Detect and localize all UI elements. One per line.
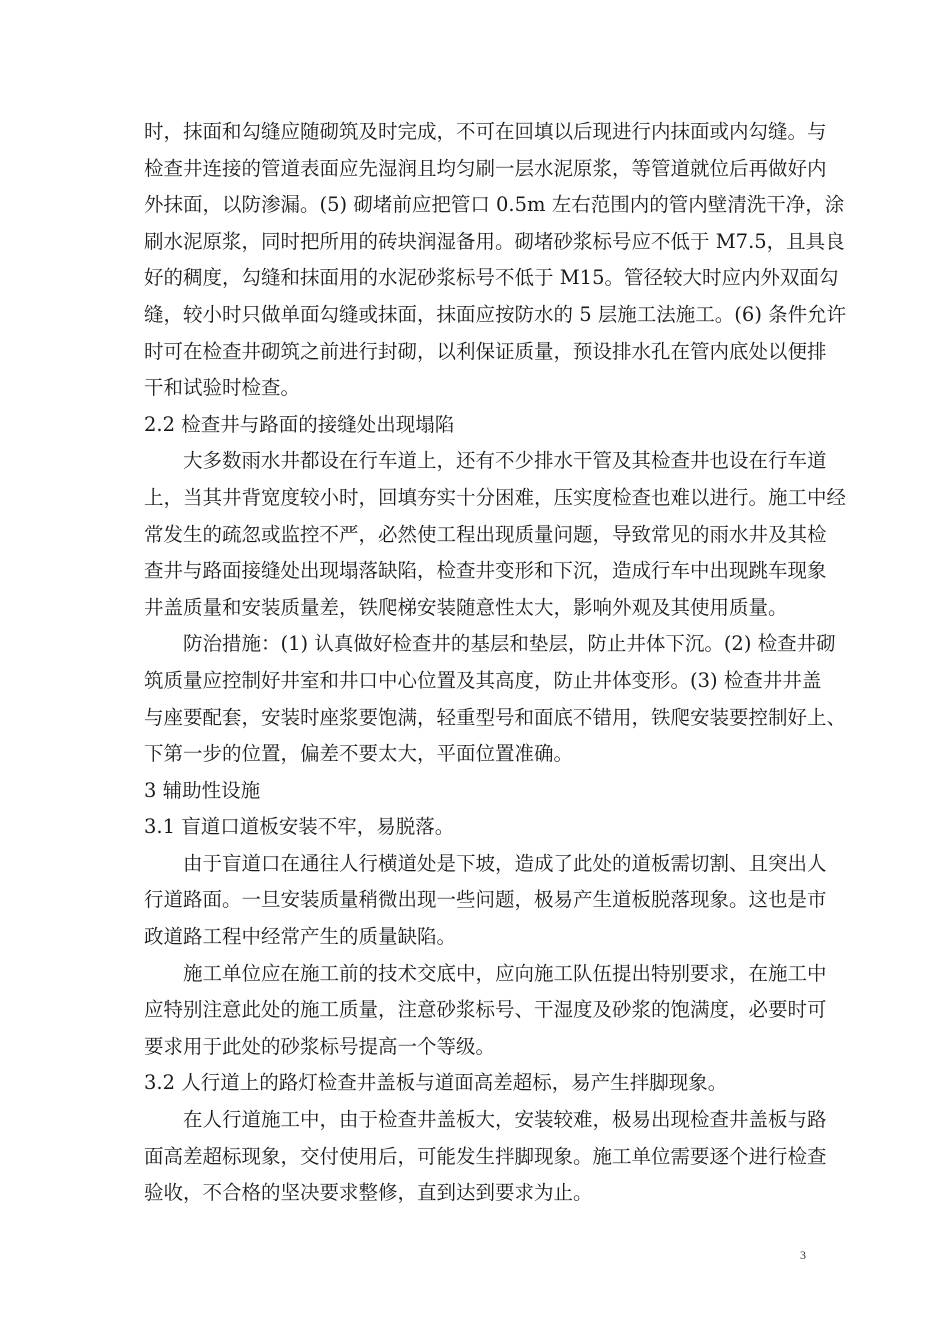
section-heading: 3.2 人行道上的路灯检查井盖板与道面高差超标，易产生拌脚现象。 <box>144 1071 728 1095</box>
section-heading: 3 辅助性设施 <box>144 778 261 802</box>
paragraph-line: 查井与路面接缝处出现塌落缺陷，检查井变形和下沉，造成行车中出现跳车现象 <box>144 559 827 583</box>
paragraph-last-line: 下第一步的位置，偏差不要太大，平面位置准确。 <box>144 742 574 766</box>
paragraph-line: 检查井连接的管道表面应先湿润且均匀刷一层水泥原浆，等管道就位后再做好内 <box>144 156 827 180</box>
document-body <box>144 114 847 1212</box>
paragraph-last-line: 井盖质量和安装质量差，铁爬梯安装随意性太大，影响外观及其使用质量。 <box>144 595 788 619</box>
paragraph-line: 刷水泥原浆，同时把所用的砖块润湿备用。砌堵砂浆标号应不低于 M7.5，且具良 <box>144 229 845 253</box>
paragraph-first-line: 在人行道施工中，由于检查井盖板大，安装较难，极易出现检查井盖板与路 <box>183 1108 827 1132</box>
paragraph-last-line: 验收，不合格的坚决要求整修，直到达到要求为止。 <box>144 1181 593 1205</box>
paragraph-last-line: 要求用于此处的砂浆标号提高一个等级。 <box>144 1034 496 1058</box>
paragraph-first-line: 由于盲道口在通往人行横道处是下坡，造成了此处的道板需切割、且突出人 <box>183 851 827 875</box>
paragraph-line: 上，当其井背宽度较小时，回填夯实十分困难，压实度检查也难以进行。施工中经 <box>144 485 847 509</box>
paragraph-line: 常发生的疏忽或监控不严，必然使工程出现质量问题，导致常见的雨水井及其检 <box>144 522 827 546</box>
paragraph-line: 面高差超标现象，交付使用后，可能发生拌脚现象。施工单位需要逐个进行检查 <box>144 1144 827 1168</box>
section-heading: 3.1 盲道口道板安装不牢，易脱落。 <box>144 815 455 839</box>
paragraph-line: 时，抹面和勾缝应随砌筑及时完成，不可在回填以后现进行内抹面或内勾缝。与 <box>144 120 827 143</box>
paragraph-first-line: 防治措施：(1) 认真做好检查井的基层和垫层，防止井体下沉。(2) 检查井砌 <box>183 632 836 656</box>
paragraph-line: 行道路面。一旦安装质量稍微出现一些问题，极易产生道板脱落现象。这也是市 <box>144 888 827 912</box>
paragraph-line: 好的稠度，勾缝和抹面用的水泥砂浆标号不低于 M15。管径较大时应内外双面勾 <box>144 266 839 290</box>
paragraph-line: 应特别注意此处的施工质量，注意砂浆标号、干湿度及砂浆的饱满度，必要时可 <box>144 998 827 1022</box>
paragraph-line: 外抹面，以防渗漏。(5) 砌堵前应把管口 0.5m 左右范围内的管内壁清洗干净，涂 <box>144 193 845 217</box>
paragraph-line: 筑质量应控制好井室和井口中心位置及其高度，防止井体变形。(3) 检查井井盖 <box>144 668 822 692</box>
paragraph-line: 缝，较小时只做单面勾缝或抹面，抹面应按防水的 5 层施工法施工。(6) 条件允许 <box>144 302 847 326</box>
paragraph-first-line: 大多数雨水井都设在行车道上，还有不少排水干管及其检查井也设在行车道 <box>183 449 827 473</box>
paragraph-line: 与座要配套，安装时座浆要饱满，轻重型号和面底不错用，铁爬安装要控制好上、 <box>144 705 847 729</box>
page-number: 3 <box>800 1248 806 1262</box>
section-heading: 2.2 检查井与路面的接缝处出现塌陷 <box>144 412 455 436</box>
paragraph-line: 时可在检查井砌筑之前进行封砌，以利保证质量，预设排水孔在管内底处以便排 <box>144 339 827 363</box>
paragraph-last-line: 干和试验时检查。 <box>144 376 301 400</box>
paragraph-first-line: 施工单位应在施工前的技术交底中，应向施工队伍提出特别要求，在施工中 <box>183 961 827 985</box>
paragraph-last-line: 政道路工程中经常产生的质量缺陷。 <box>144 925 457 949</box>
